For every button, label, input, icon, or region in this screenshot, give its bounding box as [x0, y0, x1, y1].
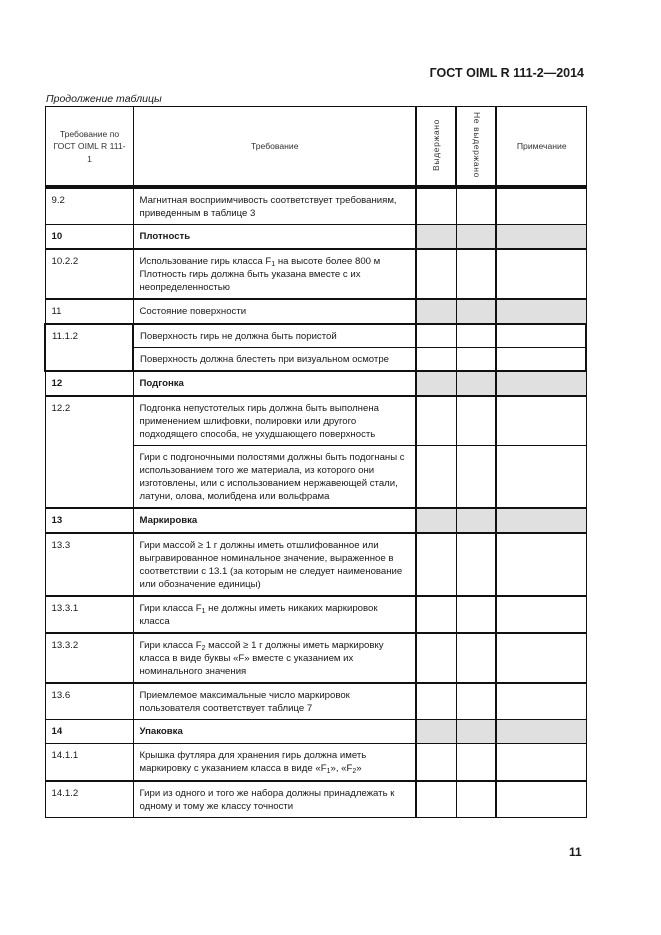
note-cell: [496, 299, 586, 324]
passed-cell[interactable]: [416, 396, 456, 446]
note-cell[interactable]: [496, 683, 586, 720]
note-cell: [496, 720, 586, 744]
failed-cell: [456, 508, 496, 533]
passed-cell: [416, 225, 456, 250]
requirement-cell: Гири класса $F_2$ массой ≥ 1 г должны иметь маркировку класса в виде буквы «F» вместе с указанием их номинального значения: [133, 633, 416, 683]
failed-cell[interactable]: [456, 348, 496, 372]
failed-cell[interactable]: [456, 596, 496, 633]
passed-cell[interactable]: [416, 533, 456, 596]
table-row: [45, 187, 586, 225]
note-cell[interactable]: [496, 348, 586, 372]
requirement-cell: Поверхность гирь не должна быть пористой: [133, 324, 416, 348]
requirement-cell: Приемлемое максимальные число маркировок пользователя соответствует таблице 7: [133, 683, 416, 720]
note-cell[interactable]: [496, 324, 586, 348]
note-cell[interactable]: [496, 533, 586, 596]
passed-cell[interactable]: [416, 446, 456, 509]
table-row: [45, 324, 586, 348]
failed-cell[interactable]: [456, 249, 496, 299]
table-row: [45, 396, 586, 446]
passed-cell[interactable]: [416, 348, 456, 372]
ref-cell: 13: [45, 508, 133, 533]
table-row: [45, 633, 586, 683]
section-row: [45, 225, 586, 250]
ref-cell: 13.3.2: [45, 633, 133, 683]
failed-cell[interactable]: [456, 533, 496, 596]
header-note: Примечание: [496, 107, 586, 188]
requirement-cell: Подгонка непустотелых гирь должна быть выполнена применением шлифовки, полировки или другого подходящего способа, не ухудшающего поверхность: [133, 396, 416, 446]
passed-cell[interactable]: [416, 187, 456, 225]
note-cell[interactable]: [496, 633, 586, 683]
section-title: Упаковка: [133, 720, 416, 744]
note-cell[interactable]: [496, 396, 586, 446]
note-cell: [496, 508, 586, 533]
note-cell[interactable]: [496, 781, 586, 818]
ref-cell: 11: [45, 299, 133, 324]
table-header-row: [45, 107, 586, 188]
failed-cell[interactable]: [456, 324, 496, 348]
ref-cell: 12.2: [45, 396, 133, 508]
failed-cell[interactable]: [456, 683, 496, 720]
requirement-cell: Магнитная восприимчивость соответствует требованиям, приведенным в таблице 3: [133, 187, 416, 225]
passed-cell[interactable]: [416, 781, 456, 818]
header-ref: Требование по ГОСТ OIML R 111-1: [45, 107, 133, 188]
table-caption: Продолжение таблицы: [46, 93, 162, 105]
failed-cell[interactable]: [456, 396, 496, 446]
requirement-cell: Гири массой ≥ 1 г должны иметь отшлифованное или выгравированное номинальное значение, выраженное в соответствии с 13.1 (за которым не следует наименование или обозначение единицы): [133, 533, 416, 596]
requirement-cell: Поверхность должна блестеть при визуальном осмотре: [133, 348, 416, 372]
table-row: [45, 533, 586, 596]
section-title: Маркировка: [133, 508, 416, 533]
note-cell[interactable]: [496, 446, 586, 509]
passed-cell[interactable]: [416, 249, 456, 299]
failed-cell[interactable]: [456, 744, 496, 781]
table-row: [45, 683, 586, 720]
ref-cell: 13.3: [45, 533, 133, 596]
ref-cell: 14.1.2: [45, 781, 133, 818]
section-title: Состояние поверхности: [133, 299, 416, 324]
page-number: 11: [569, 845, 582, 859]
note-cell[interactable]: [496, 249, 586, 299]
passed-cell: [416, 371, 456, 396]
note-cell: [496, 371, 586, 396]
section-row: [45, 371, 586, 396]
passed-cell[interactable]: [416, 324, 456, 348]
header-passed: Выдержано: [416, 107, 456, 188]
ref-cell: 14.1.1: [45, 744, 133, 781]
failed-cell[interactable]: [456, 187, 496, 225]
failed-cell: [456, 299, 496, 324]
failed-cell[interactable]: [456, 781, 496, 818]
section-row: [45, 720, 586, 744]
ref-cell: 10.2.2: [45, 249, 133, 299]
ref-cell: 9.2: [45, 187, 133, 225]
failed-cell: [456, 225, 496, 250]
passed-cell: [416, 299, 456, 324]
table-row: [45, 781, 586, 818]
passed-cell[interactable]: [416, 596, 456, 633]
section-row: [45, 299, 586, 324]
section-title: Подгонка: [133, 371, 416, 396]
ref-cell: 13.6: [45, 683, 133, 720]
ref-cell: 12: [45, 371, 133, 396]
passed-cell[interactable]: [416, 683, 456, 720]
note-cell: [496, 225, 586, 250]
note-cell[interactable]: [496, 187, 586, 225]
header-requirement: Требование: [133, 107, 416, 188]
requirement-cell: Крышка футляра для хранения гирь должна иметь маркировку с указанием класса в виде «$F_1$», «$F_2$»: [133, 744, 416, 781]
failed-cell[interactable]: [456, 446, 496, 509]
passed-cell: [416, 720, 456, 744]
note-cell[interactable]: [496, 744, 586, 781]
table-row: [45, 596, 586, 633]
failed-cell[interactable]: [456, 633, 496, 683]
requirement-cell: Гири из одного и того же набора должны принадлежать к одному и тому же классу точности: [133, 781, 416, 818]
table-row: [45, 744, 586, 781]
requirements-table: [44, 106, 587, 818]
failed-cell: [456, 371, 496, 396]
note-cell[interactable]: [496, 596, 586, 633]
passed-cell[interactable]: [416, 633, 456, 683]
table-row: [45, 249, 586, 299]
ref-cell: 13.3.1: [45, 596, 133, 633]
ref-cell: 14: [45, 720, 133, 744]
passed-cell: [416, 508, 456, 533]
requirement-cell: Гири с подгоночными полостями должны быть подогнаны с использованием того же материала, из которого они изготовлены, или с использованием нержавеющей стали, латуни, олова, молибдена или вольфрама: [133, 446, 416, 509]
section-title: Плотность: [133, 225, 416, 250]
failed-cell: [456, 720, 496, 744]
passed-cell[interactable]: [416, 744, 456, 781]
section-row: [45, 508, 586, 533]
header-failed: Не выдержано: [456, 107, 496, 188]
document-code: ГОСТ OIML R 111-2—2014: [429, 66, 584, 80]
ref-cell: 10: [45, 225, 133, 250]
ref-cell: 11.1.2: [45, 324, 133, 371]
requirement-cell: Гири класса $F_1$ не должны иметь никаких маркировок класса: [133, 596, 416, 633]
requirement-cell: Использование гирь класса $F_1$ на высоте более 800 м Плотность гирь должна быть указана вместе с их неопределенностью: [133, 249, 416, 299]
